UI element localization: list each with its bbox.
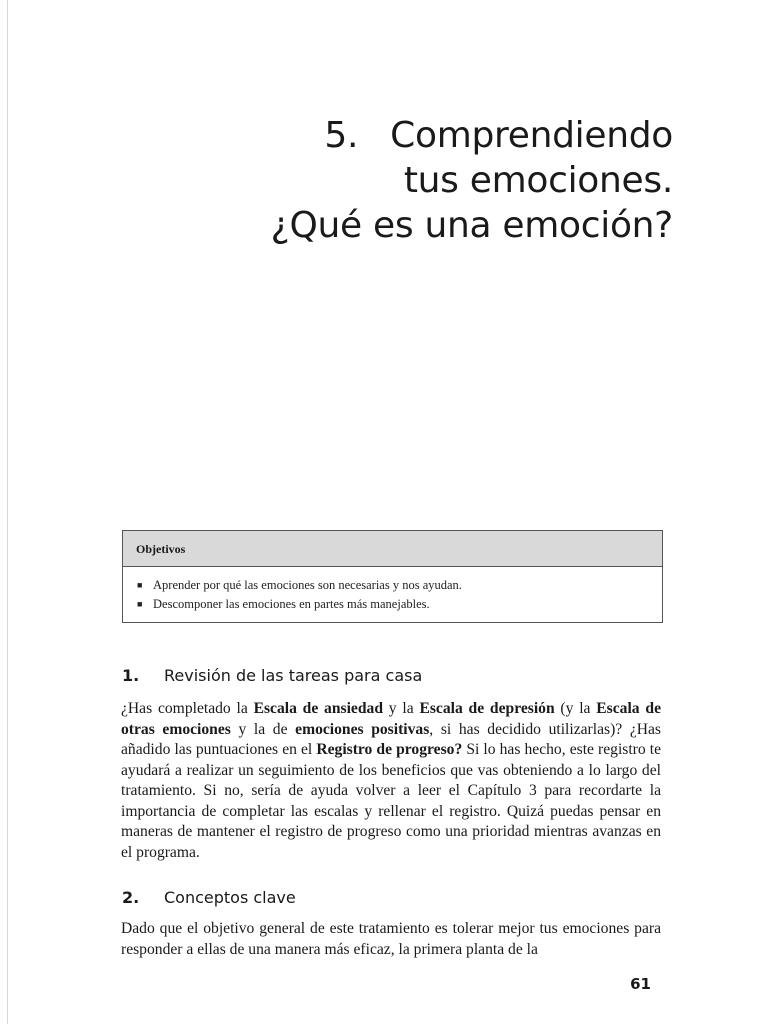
text-run: , si has decidido utilizarlas)? ¿Has añadido las puntuaciones en el [121,720,661,758]
chapter-title-line-3: ¿Qué es una emoción? [270,205,673,246]
bold-term: Registro de progreso? [316,741,463,758]
bold-term: Escala de otras emociones [121,700,661,738]
section-1-title: Revisión de las tareas para casa [164,666,423,685]
section-1-paragraph [121,699,661,863]
objective-item: ■ Descomponer las emociones en partes más manejables. [137,595,662,614]
section-1-heading [122,666,422,685]
chapter-title-line-1: 5. Comprendiendo [324,115,673,156]
page-number: 61 [630,975,651,993]
chapter-number: 5. [324,115,359,156]
text-run: (y la [554,700,597,717]
section-1-number: 1. [122,666,140,685]
objectives-heading: Objetivos [123,531,662,567]
text-run: ¿Has completado la [121,700,254,717]
bullet-icon: ■ [137,599,143,609]
text-run: Si lo has hecho, este registro te ayudará a realizar un seguimiento de los beneficios que vas obteniendo a lo largo del tratamiento. Si no, sería de ayuda volver a leer el Capítulo 3 para recordarte la importancia de completar las escalas y rellenar el registro. Quizá puedas pensar en maneras de mantener el registro de progreso como una prioridad mientras avanzas en el programa. [121,741,661,861]
bold-term: Escala de depresión [419,700,555,717]
bold-term: emociones positivas [295,720,430,738]
bullet-icon: ■ [137,580,143,590]
text-run: y la de [230,720,296,738]
page-edge [7,0,8,1024]
section-2-title: Conceptos clave [164,888,296,907]
chapter-title-line-2: tus emociones. [403,160,673,201]
bold-term: Escala de ansiedad [253,700,383,717]
objectives-list [123,567,662,614]
objectives-box [122,530,663,623]
text-run: y la [383,700,420,717]
section-2-paragraph: Dado que el objetivo general de este tratamiento es tolerar mejor tus emociones para responder a ellas de una manera más eficaz, la primera planta de la [121,920,661,958]
section-2-heading [122,888,296,907]
chapter-title [271,113,673,248]
objective-item: ■ Aprender por qué las emociones son necesarias y nos ayudan. [137,576,662,595]
section-2-number: 2. [122,888,140,907]
